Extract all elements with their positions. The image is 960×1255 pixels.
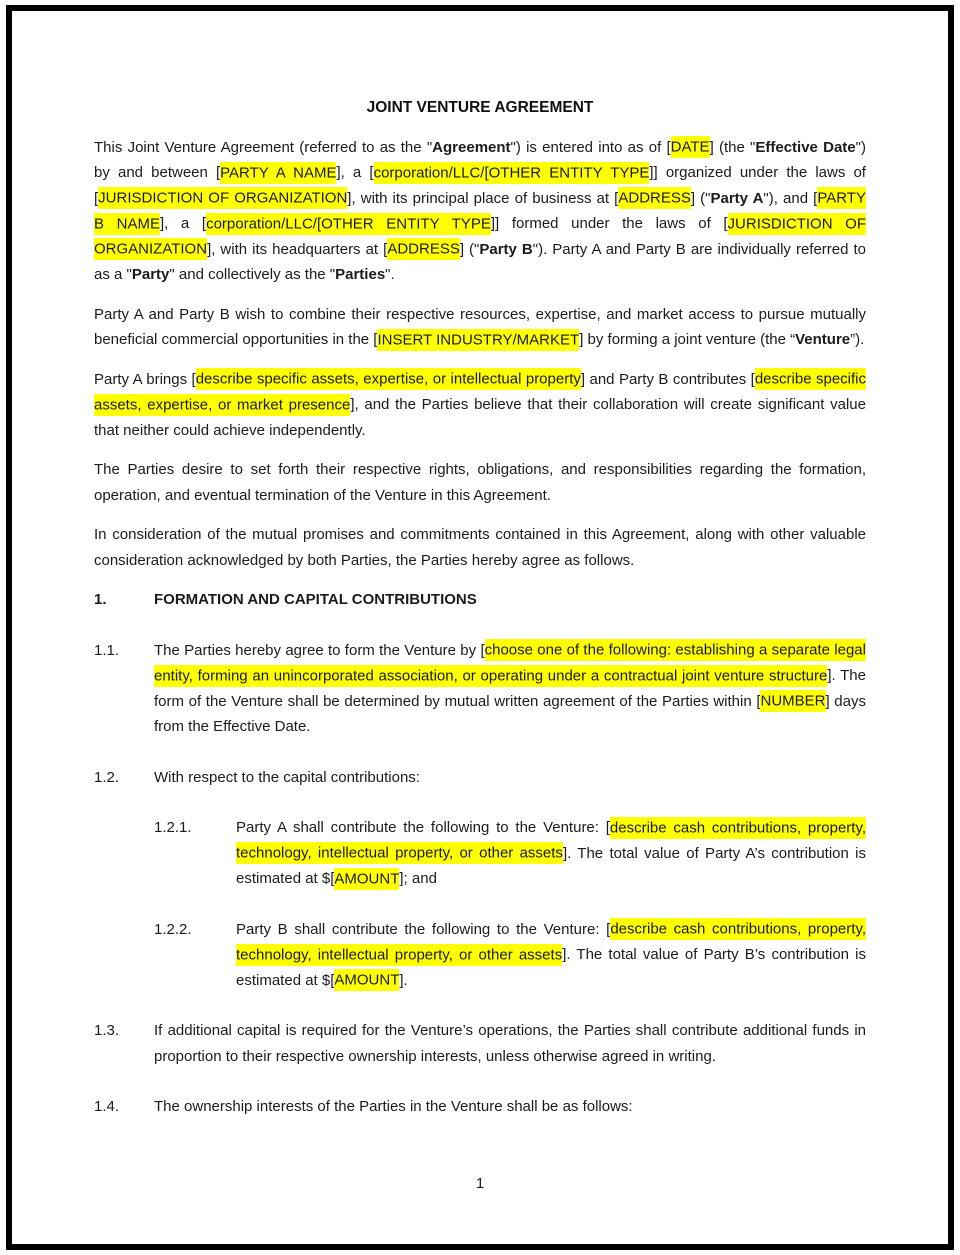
text-run: Party A and Party B wish to combine their respective resources, expertise, and market access to pursue mutually beneficial commercial opportunities in the [ — [94, 305, 866, 348]
text-run: "), and [ — [763, 189, 818, 207]
document-content — [12, 11, 948, 1244]
text-run: ]. The total value of Party B’s contribution is estimated at $[ — [236, 946, 866, 989]
clause-text — [154, 638, 866, 740]
placeholder-highlight: PARTY B NAME — [94, 187, 866, 235]
placeholder-highlight: describe cash contributions, property, technology, intellectual property, or other assets — [236, 817, 866, 865]
text-run: Party A brings [ — [94, 370, 196, 388]
text-run: ”). — [850, 331, 865, 348]
section-heading — [94, 587, 866, 613]
placeholder-highlight: DATE — [671, 136, 710, 158]
clause-text — [154, 1018, 866, 1069]
paragraph — [94, 522, 866, 573]
clause — [94, 1094, 866, 1120]
document-title: JOINT VENTURE AGREEMENT — [366, 99, 594, 116]
text-run: ] (" — [690, 189, 711, 207]
text-run: ]] formed under the laws of [ — [490, 215, 728, 232]
paragraph — [94, 457, 866, 508]
text-run: FORMATION AND CAPITAL CONTRIBUTIONS — [154, 591, 477, 608]
clause — [154, 815, 866, 892]
page-border — [6, 5, 954, 1250]
clause-text — [154, 587, 866, 613]
text-run: Party — [131, 266, 170, 283]
text-run: ") is entered into as of [ — [510, 138, 671, 156]
clause — [94, 765, 866, 791]
placeholder-highlight: PARTY A NAME — [220, 162, 336, 184]
text-run: "). Party A and Party B are individually referred to as a " — [94, 240, 867, 283]
text-run: " and collectively as the " — [169, 266, 336, 283]
text-run: ], a [ — [159, 215, 207, 232]
text-run: Party B shall contribute the following to the Venture: [ — [236, 920, 611, 938]
placeholder-highlight: corporation/LLC/[OTHER ENTITY TYPE — [206, 213, 491, 235]
text-run: The Parties hereby agree to form the Venture by [ — [154, 641, 485, 659]
document-body — [94, 135, 866, 1120]
text-run: ]. — [399, 971, 408, 989]
placeholder-highlight: describe cash contributions, property, technology, intellectual property, or other assets — [236, 918, 866, 966]
paragraph — [94, 367, 866, 444]
text-run: The ownership interests of the Parties in the Venture shall be as follows: — [154, 1098, 633, 1115]
clause-text — [236, 917, 866, 994]
text-run: ]] organized under the laws of [ — [94, 164, 866, 207]
text-run: Party B — [479, 240, 533, 258]
text-run: Agreement — [432, 138, 511, 156]
clause-number: 1.1. — [94, 641, 120, 659]
text-run: ] by forming a joint venture (the “ — [579, 331, 796, 348]
placeholder-highlight: AMOUNT — [334, 969, 399, 991]
text-run: ". — [385, 266, 395, 283]
clause-number: 1.2.2. — [154, 920, 192, 938]
text-run: ]. The form of the Venture shall be determined by mutual written agreement of the Parties within [ — [154, 667, 866, 710]
text-run: Party A — [710, 189, 764, 207]
placeholder-highlight: AMOUNT — [334, 868, 399, 890]
placeholder-highlight: JURISDICTION OF ORGANIZATION — [94, 213, 866, 261]
placeholder-highlight: NUMBER — [760, 690, 825, 712]
clause-text — [154, 1094, 866, 1120]
placeholder-highlight: INSERT INDUSTRY/MARKET — [377, 329, 579, 351]
text-run: With respect to the capital contributions: — [154, 768, 420, 786]
clause-number: 1.3. — [94, 1022, 120, 1039]
clause-number: 1.2. — [94, 768, 120, 786]
text-run: ] and Party B contributes [ — [580, 370, 755, 388]
clause — [94, 1018, 866, 1069]
text-run: ] (the " — [709, 138, 756, 156]
text-run: This Joint Venture Agreement (referred to as the " — [94, 138, 433, 156]
clause-number: 1.4. — [94, 1098, 120, 1115]
text-run: Parties — [335, 266, 386, 283]
text-run: If additional capital is required for the Venture’s operations, the Parties shall contribute additional funds in proportion to their respective ownership interests, unless otherwise agreed in writing. — [154, 1022, 866, 1065]
clause-number: 1. — [94, 591, 107, 608]
clause-text — [236, 815, 866, 892]
text-run: Party A shall contribute the following to the Venture: [ — [236, 819, 610, 836]
text-run: Effective Date — [755, 138, 856, 156]
placeholder-highlight: ADDRESS — [387, 238, 460, 260]
page-number: 1 — [475, 1175, 485, 1192]
text-run: ], a [ — [336, 164, 374, 181]
paragraph — [94, 302, 866, 353]
text-run: ]. The total value of Party A’s contribution is estimated at $[ — [236, 844, 866, 887]
placeholder-highlight: corporation/LLC/[OTHER ENTITY TYPE — [374, 162, 650, 184]
text-run: ], with its headquarters at [ — [207, 240, 388, 258]
text-run: The Parties desire to set forth their respective rights, obligations, and responsibilities regarding the formation, operation, and eventual termination of the Venture in this Agreement. — [94, 461, 866, 504]
placeholder-highlight: ADDRESS — [618, 187, 691, 209]
text-run: ") by and between [ — [94, 138, 866, 181]
text-run: In consideration of the mutual promises and commitments contained in this Agreement, along with other valuable consideration acknowledged by both Parties, the Parties hereby agree as follows. — [94, 526, 866, 569]
placeholder-highlight: describe specific assets, expertise, or intellectual property — [196, 368, 581, 390]
placeholder-highlight: describe specific assets, expertise, or market presence — [94, 368, 866, 416]
placeholder-highlight: JURISDICTION OF ORGANIZATION — [98, 187, 347, 209]
placeholder-highlight: choose one of the following: establishing a separate legal entity, forming an unincorporated association, or operating under a contractual joint venture structure — [154, 639, 866, 687]
paragraph — [94, 135, 866, 288]
text-run: ]; and — [399, 870, 437, 887]
text-run: ], and the Parties believe that their collaboration will create significant value that neither could achieve independently. — [94, 396, 866, 439]
text-run: ] days from the Effective Date. — [154, 692, 866, 735]
clause — [154, 917, 866, 994]
clause-text — [154, 765, 866, 791]
clause-number: 1.2.1. — [154, 819, 192, 836]
text-run: ] (" — [459, 240, 480, 258]
clause — [94, 638, 866, 740]
text-run: ], with its principal place of business at [ — [347, 189, 619, 207]
text-run: Venture — [795, 331, 851, 348]
